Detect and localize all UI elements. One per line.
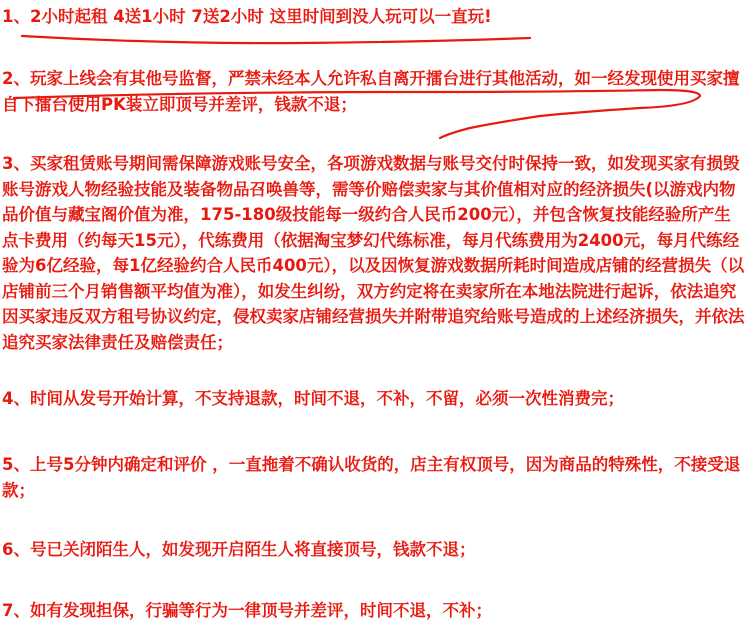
rule-1: 1、2小时起租 4送1小时 7送2小时 这里时间到没人玩可以一直玩! (2, 7, 492, 26)
rule-6: 6、号已关闭陌生人，如发现开启陌生人将直接顶号，钱款不退； (2, 540, 476, 559)
rule-3: 3、买家租赁账号期间需保障游戏账号安全，各项游戏数据与账号交付时保持一致，如发现买家有损毁账号游戏人物经验技能及装备物品召唤兽等，需等价赔偿卖家与其价值相对应的经济损失(以游戏内物品价值与藏宝阁价值为准，175-180级技能每一级约合人民币200元），并包含恢复技能经验所产生点卡费用（约每天15元），代练费用（依据淘宝梦幻代练标准，每月代练费用为2400元，每月代练经验为6亿经验，每1亿经验约合人民币400元），以及因恢复游戏数据所耗时间造成店铺的经营损失（以店铺前三个月销售额平均值为准），如发生纠纷，双方约定将在卖家所在本地法院进行起诉，依法追究因买家违反双方租号协议约定，侵权卖家店铺经营损失并附带追究给账号造成的上述经济损失，并依法追究买家法律责任及赔偿责任； (2, 154, 745, 352)
rule-7: 7、如有发现担保，行骗等行为一律顶号并差评，时间不退，不补； (2, 601, 492, 620)
rule-2: 2、玩家上线会有其他号监督，严禁未经本人允许私自离开擂台进行其他活动，如一经发现使用买家擅自下擂台使用PK装立即顶号并差评，钱款不退； (2, 69, 740, 114)
rule-4: 4、时间从发号开始计算，不支持退款，时间不退，不补，不留，必须一次性消费完； (2, 389, 624, 408)
rule-5: 5、上号5分钟内确定和评价 ，一直拖着不确认收货的，店主有权顶号，因为商品的特殊性，不接受退款； (2, 455, 741, 500)
underline-rule-1 (22, 36, 530, 43)
